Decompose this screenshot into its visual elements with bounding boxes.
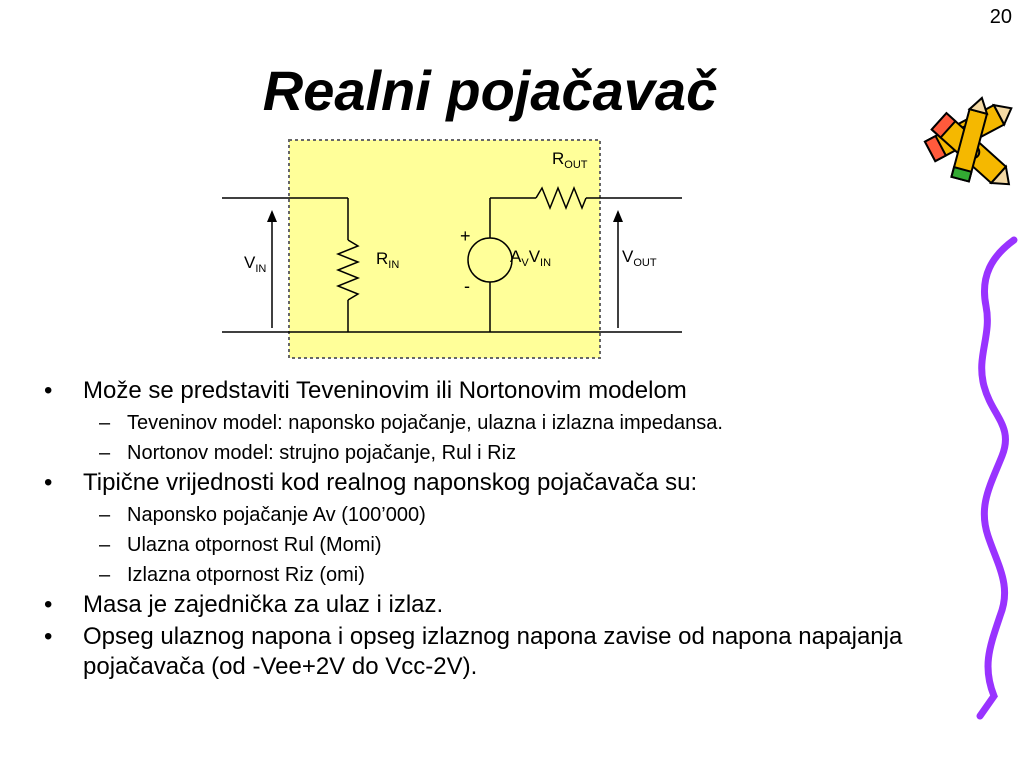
squiggle-line — [970, 236, 1024, 720]
sub-bullet-item: – Teveninov model: naponsko pojačanje, ulazna i izlazna impedansa. — [99, 412, 723, 434]
minus-sign: - — [464, 276, 470, 296]
bullet-item: • Može se predstaviti Teveninovim ili Nortonovim modelom — [44, 377, 687, 404]
plus-sign: + — [460, 226, 471, 246]
slide-number: 20 — [989, 6, 1012, 28]
slide-title: Realni pojačavač — [262, 59, 718, 122]
amplifier-circuit-diagram — [218, 136, 688, 362]
bullet-item: • Masa je zajednička za ulaz i izlaz. — [44, 591, 444, 618]
pencils-icon — [912, 84, 1024, 208]
svg-text:ROUT: $R_{OUT}$ — [552, 149, 588, 171]
sub-bullet-item: – Nortonov model: strujno pojačanje, Rul i Riz — [99, 442, 517, 464]
svg-text:AVVIN: $A_VV_{IN}$ — [510, 247, 552, 269]
rin-label: R — [376, 249, 389, 268]
bullet-list — [44, 376, 944, 684]
sub-bullet-item: – Izlazna otpornost Riz (omi) — [99, 564, 365, 586]
vin-label: V — [244, 253, 256, 272]
svg-text:RIN: $R_{IN}$ — [376, 249, 400, 271]
rout-label: R — [552, 149, 565, 168]
amplifier-box — [289, 140, 600, 358]
vout-label: V — [622, 247, 634, 266]
svg-text:VIN: $V_{IN}$ — [244, 253, 267, 275]
vout-arrow — [613, 210, 623, 222]
gain-label: A — [510, 247, 522, 266]
svg-text:VOUT: $V_{OUT}$ — [622, 247, 657, 269]
sub-bullet-item: – Ulazna otpornost Rul (Momi) — [99, 534, 382, 556]
vin-arrow — [267, 210, 277, 222]
bullet-item: • Opseg ulaznog napona i opseg izlaznog napona zavise od napona napajanja pojačavača (od -Vee+2V do Vcc-2V). — [44, 623, 903, 680]
bullet-item: • Tipične vrijednosti kod realnog naponskog pojačavača su: — [44, 469, 698, 496]
sub-bullet-item: – Naponsko pojačanje Av (100’000) — [99, 504, 426, 526]
